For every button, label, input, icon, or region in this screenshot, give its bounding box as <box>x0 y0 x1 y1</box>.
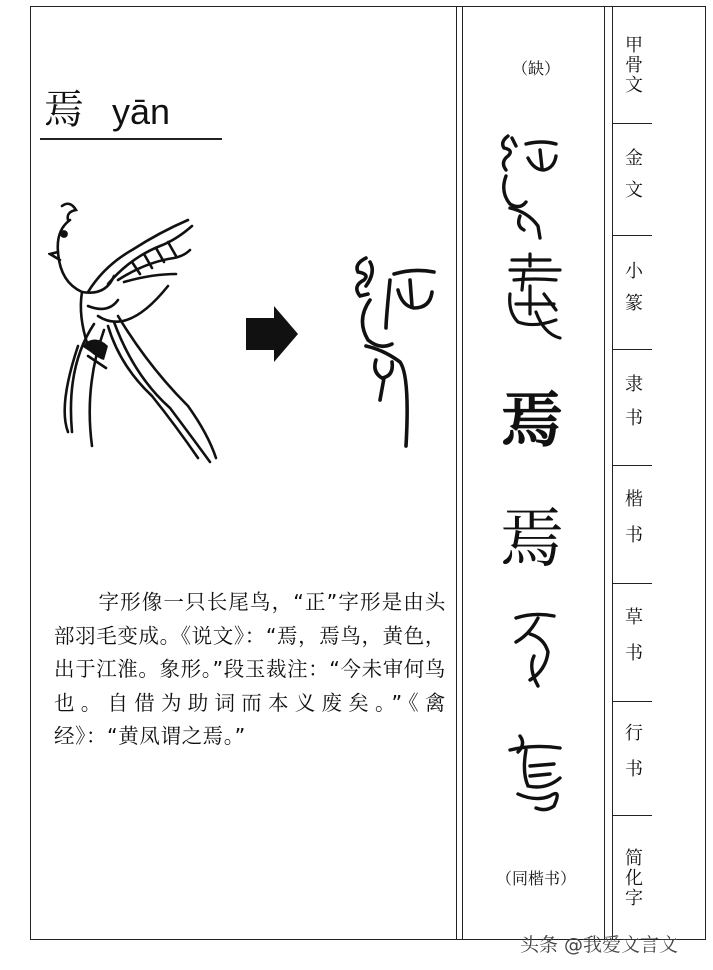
script-label-text: 甲骨文 <box>622 34 643 95</box>
script-label-text: 隶书 <box>622 373 643 442</box>
script-label-oracle <box>612 6 652 124</box>
script-label-text: 金文 <box>622 147 643 212</box>
regular-script-sample: 焉 <box>500 503 564 577</box>
script-label-regular <box>612 466 652 584</box>
description-body: 字形像一只长尾鸟，“正”字形是由头部羽毛变成。《说文》：“焉，焉鸟，黄色，出于江淮。象形。”段玉裁注：“今未审何鸟也。自借为助词而本义废矣。”《禽经》：“黄凤谓之焉。” <box>54 590 446 748</box>
heading-character: 焉 <box>44 87 84 133</box>
column-divider <box>604 6 605 940</box>
script-label-small-seal <box>612 236 652 350</box>
column-divider <box>462 6 463 940</box>
script-label-running <box>612 702 652 816</box>
script-label-text: 小篆 <box>622 260 643 325</box>
script-label-text: 草书 <box>622 606 643 679</box>
script-label-bronze <box>612 124 652 236</box>
same-as-kaishu-note: （同楷书） <box>496 869 577 888</box>
cursive-script-glyph <box>508 608 564 690</box>
watermark: 头条 @我爱文言文 <box>520 934 679 956</box>
script-label-text: 楷书 <box>622 488 643 561</box>
heading-underline <box>40 138 222 140</box>
clerical-script-sample: 焉 <box>500 385 563 456</box>
script-label-text: 行书 <box>622 722 643 795</box>
running-script-glyph <box>506 730 566 814</box>
script-label-simplified <box>612 816 652 940</box>
bronze-glyph <box>498 130 562 240</box>
small-seal-glyph <box>504 250 568 342</box>
script-label-cursive <box>612 584 652 702</box>
script-label-text: 简化字 <box>622 848 643 908</box>
bird-illustration <box>48 196 228 476</box>
arrow-right-icon <box>246 306 298 362</box>
description-text <box>54 586 446 754</box>
script-label-clerical <box>612 350 652 466</box>
oracle-glyph <box>350 250 450 450</box>
missing-note: （缺） <box>512 59 561 78</box>
heading-pinyin: yān <box>112 91 171 132</box>
column-divider <box>456 6 457 940</box>
